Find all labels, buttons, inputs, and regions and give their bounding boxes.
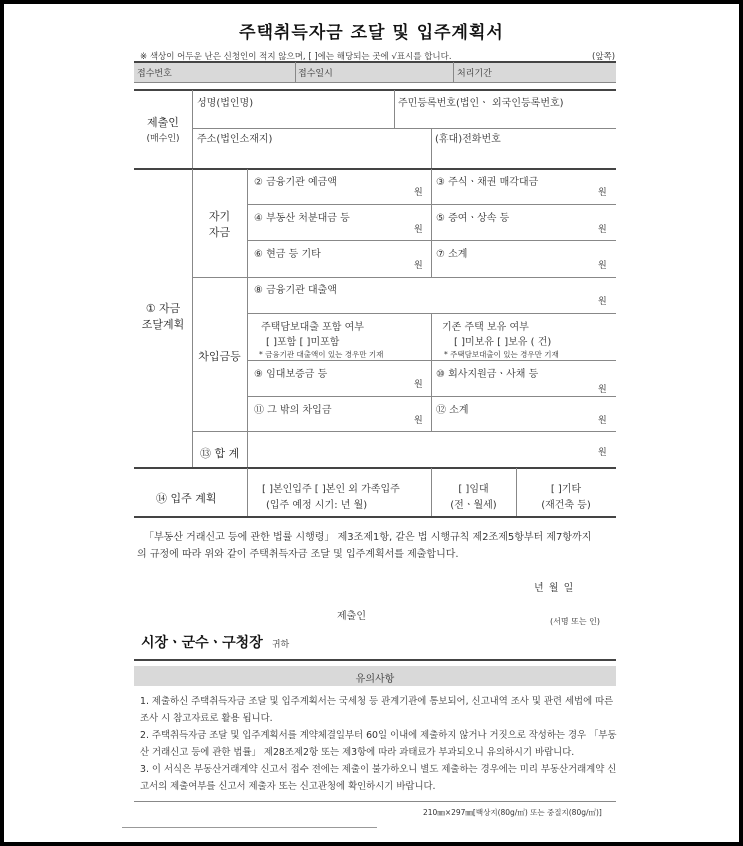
top-note: ※ 색상이 어두운 난은 신청인이 적지 않으며, [ ]에는 해당되는 곳에 √표시를 합니다. [140, 52, 452, 62]
recipient: 시장ㆍ군수ㆍ구청장 [141, 635, 263, 651]
id-number-field[interactable]: 주민등록번호(법인ㆍ 외국인등록번호) [398, 98, 564, 109]
caution-item-2: 2. 주택취득자금 조달 및 입주계획서를 계약체결일부터 60일 이내에 제출하지 않거나 거짓으로 작성하는 경우 「부동산 거래신고 등에 관한 법률」 제28조제2항 또는 제3항에 따라 과태료가 부과되오니 유의하시기 바랍니다. [140, 730, 617, 758]
recipient-suffix: 귀하 [271, 640, 290, 650]
deposit-lease-unit[interactable]: 원 [414, 380, 423, 390]
borrowed-subtotal-unit[interactable]: 원 [598, 416, 607, 426]
move-in-rent-option[interactable]: [ ]임대 [458, 484, 489, 495]
phone-field[interactable]: (휴대)전화번호 [435, 134, 501, 145]
cash-other-label: ⑥ 현금 등 기타 [254, 249, 321, 260]
footer-rule [122, 827, 377, 828]
page-side: (앞쪽) [592, 52, 616, 62]
submitter-sublabel: (매수인) [146, 134, 180, 144]
deposit-amount-label: ② 금융기관 예금액 [254, 177, 337, 188]
own-subtotal-label: ⑦ 소계 [436, 249, 468, 260]
own-funds-label-2: 자금 [208, 226, 231, 239]
receipt-number-label: 접수번호 [137, 69, 172, 79]
gift-inheritance-label: ⑤ 증여ㆍ상속 등 [436, 213, 510, 224]
statement-line-1: 「부동산 거래신고 등에 관한 법률 시행령」 제3조제1항, 같은 법 시행규칙 제2조제5항부터 제7항까지 [144, 532, 592, 543]
signer-label: 제출인 [337, 611, 366, 622]
real-estate-sale-unit[interactable]: 원 [414, 225, 423, 235]
move-in-rent-sub: (전ㆍ월세) [450, 500, 497, 511]
deposit-amount-unit[interactable]: 원 [414, 188, 423, 198]
move-in-self-option[interactable]: [ ]본인입주 [ ]본인 외 가족입주 [262, 484, 400, 495]
mortgage-included-options[interactable]: [ ]포함 [ ]미포함 [266, 337, 340, 348]
grand-total-unit[interactable]: 원 [598, 448, 607, 458]
stock-sale-label: ③ 주식ㆍ채권 매각대금 [436, 177, 539, 188]
caution-item-3: 3. 이 서식은 부동산거래계약 신고서 접수 전에는 제출이 불가하오니 별도 제출하는 경우에는 미리 부동산거래계약 신고서의 제출여부를 신고서 제출자 또는 신고관청에 확인하시기 바랍니다. [140, 764, 617, 792]
recipient-line [141, 632, 289, 652]
move-in-plan-label: ⑭ 입주 계획 [156, 492, 217, 505]
company-support-label: ⑩ 회사지원금ㆍ사채 등 [436, 369, 539, 380]
other-loans-unit[interactable]: 원 [414, 416, 423, 426]
receipt-date-label: 접수일시 [298, 69, 333, 79]
paper-spec: 210㎜×297㎜[백상지(80g/㎡) 또는 중질지(80g/㎡)] [423, 808, 602, 817]
mortgage-included-title: 주택담보대출 포함 여부 [261, 322, 364, 333]
form-page [4, 4, 739, 842]
gift-inheritance-unit[interactable]: 원 [598, 225, 607, 235]
processing-period-label: 처리기간 [457, 69, 492, 79]
form-title: 주택취득자금 조달 및 입주계획서 [239, 23, 504, 43]
move-in-other-sub: (재건축 등) [541, 500, 591, 511]
borrowed-subtotal-label: ⑫ 소계 [436, 405, 469, 416]
caution-header: 유의사항 [355, 674, 395, 685]
real-estate-sale-label: ④ 부동산 처분대금 등 [254, 213, 350, 224]
own-funds-label-1: 자기 [208, 210, 231, 223]
stock-sale-unit[interactable]: 원 [598, 188, 607, 198]
address-field[interactable]: 주소(법인소재지) [197, 134, 273, 145]
bank-loan-unit[interactable]: 원 [598, 297, 607, 307]
funding-section-label-1: ① 자금 [145, 302, 181, 315]
signature-note[interactable]: (서명 또는 인) [550, 617, 600, 626]
deposit-lease-label: ⑨ 임대보증금 등 [254, 369, 328, 380]
existing-home-title: 기존 주택 보유 여부 [442, 322, 529, 333]
own-subtotal-unit[interactable]: 원 [598, 261, 607, 271]
receipt-row [134, 62, 616, 82]
existing-home-note: * 주택담보대출이 있는 경우만 기재 [444, 350, 559, 359]
bank-loan-label: ⑧ 금융기관 대출액 [254, 285, 337, 296]
submit-date[interactable]: 년 월 일 [534, 583, 574, 594]
grand-total-label: ⑬ 합 계 [200, 447, 240, 460]
name-field[interactable]: 성명(법인명) [197, 98, 254, 109]
statement-line-2: 의 규정에 따라 위와 같이 주택취득자금 조달 및 입주계획서를 제출합니다. [137, 549, 459, 560]
funding-section-label-2: 조달계획 [141, 318, 185, 331]
caution-item-1: 1. 제출하신 주택취득자금 조달 및 입주계획서는 국세청 등 관계기관에 통보되어, 신고내역 조사 및 관련 세법에 따른 조사 시 참고자료로 활용 됩니다. [140, 696, 614, 724]
move-in-other-option[interactable]: [ ]기타 [550, 484, 582, 495]
submitter-label: 제출인 [147, 116, 179, 129]
borrowed-funds-label: 차입금등 [198, 350, 241, 363]
cash-other-unit[interactable]: 원 [414, 261, 423, 271]
existing-home-options[interactable]: [ ]미보유 [ ]보유 ( 건) [454, 337, 552, 348]
mortgage-note: * 금융기관 대출액이 있는 경우만 기재 [259, 350, 384, 359]
other-loans-label: ⑪ 그 밖의 차입금 [254, 405, 332, 416]
move-in-schedule[interactable]: (입주 예정 시기: 년 월) [266, 500, 368, 511]
company-support-unit[interactable]: 원 [598, 385, 607, 395]
